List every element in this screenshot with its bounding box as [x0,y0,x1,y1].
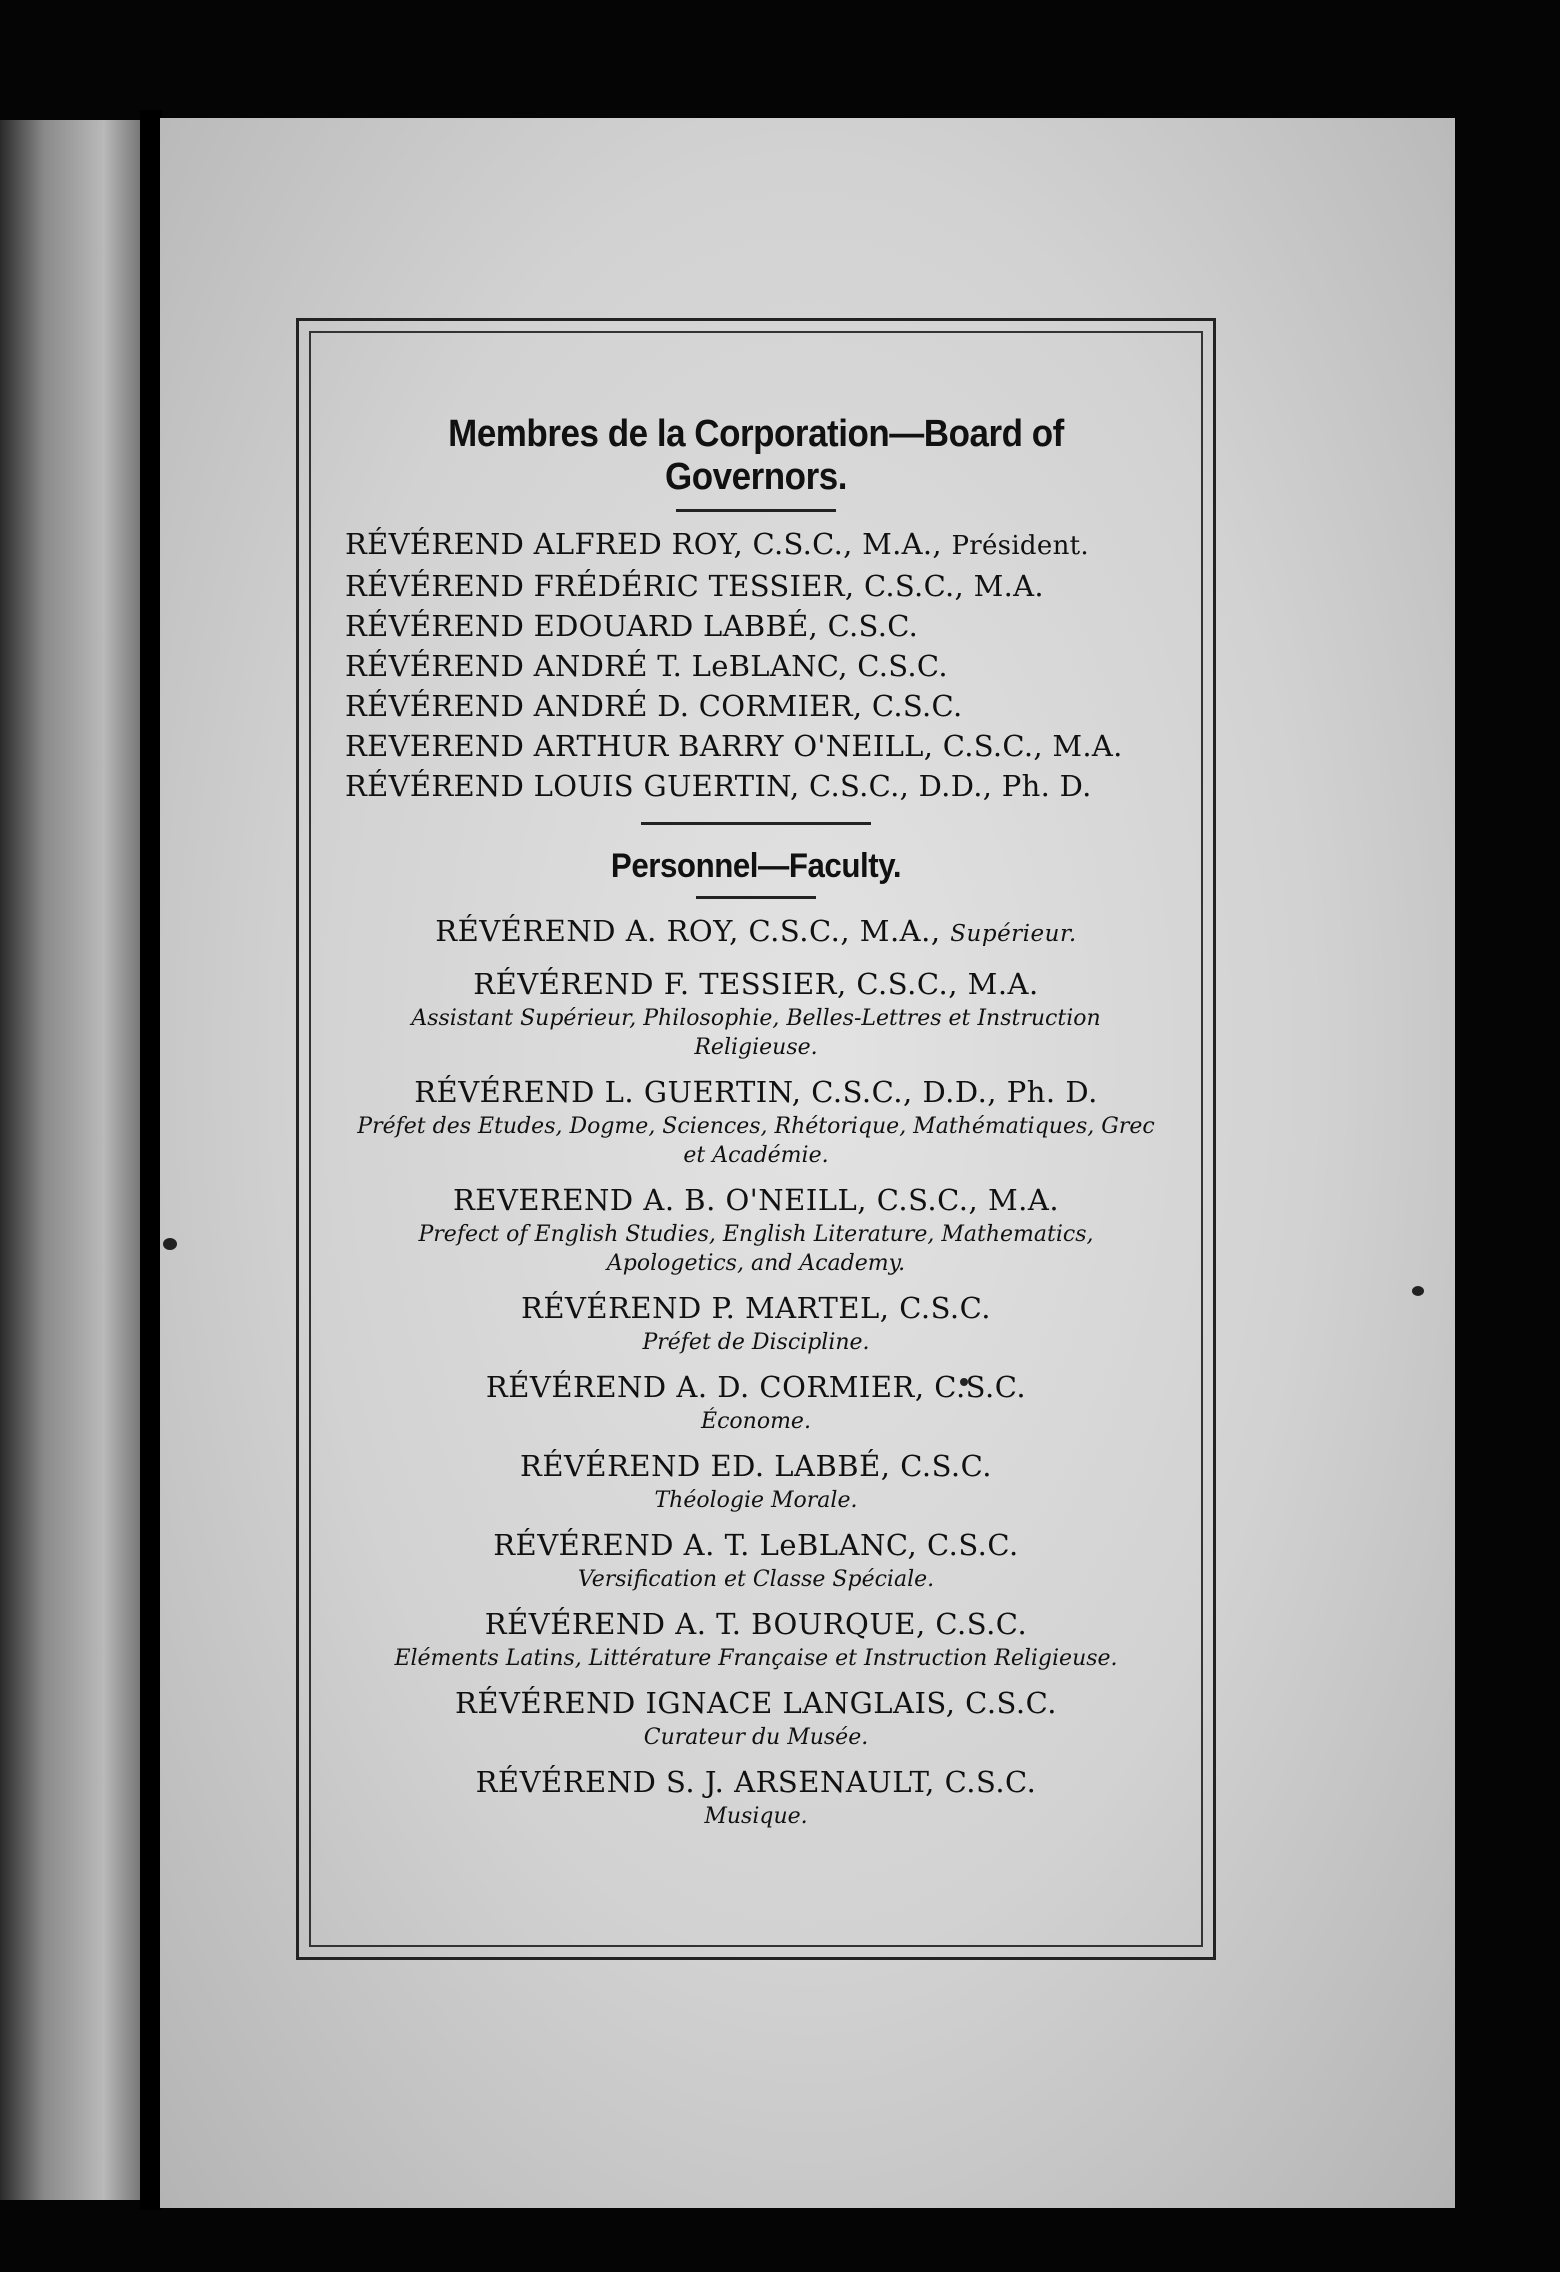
faculty-role: Versification et Classe Spéciale. [577,1567,935,1592]
section-rule [641,822,871,825]
faculty-role: Curateur du Musée. [643,1725,869,1750]
ink-speck [1412,1286,1424,1296]
faculty-name: RÉVÉREND ED. LABBÉ, C.S.C. [519,1449,992,1483]
board-member: RÉVÉREND ANDRÉ T. LeBLANC, C.S.C. [345,649,948,683]
board-title: Membres de la Corporation—Board of Governors. [448,413,1064,498]
title-rule [696,896,816,899]
book-spine [140,110,162,2210]
faculty-title: Personnel—Faculty. [610,847,902,885]
faculty-entry [333,911,1179,954]
faculty-name: RÉVÉREND IGNACE LANGLAIS, C.S.C. [455,1686,1057,1720]
text-frame [296,318,1216,1960]
faculty-name: REVEREND A. B. O'NEILL, C.S.C., M.A. [452,1183,1060,1217]
faculty-entry [333,1683,1179,1752]
faculty-role: Préfet des Etudes, Dogme, Sciences, Rhétorique, Mathématiques, Grec et Académie. [357,1114,1155,1168]
page-content [311,413,1201,1841]
faculty-name: RÉVÉREND A. T. BOURQUE, C.S.C. [484,1607,1028,1641]
faculty-entry [333,1762,1179,1831]
facing-page-edge [0,120,148,2200]
faculty-entry [333,1446,1179,1515]
faculty-role: Prefect of English Studies, English Literature, Mathematics, Apologetics, and Academy. [418,1222,1094,1276]
faculty-role: Eléments Latins, Littérature Française et Instruction Religieuse. [394,1646,1118,1671]
faculty-role: Préfet de Discipline. [642,1330,870,1355]
board-member: RÉVÉREND EDOUARD LABBÉ, C.S.C. [345,609,919,643]
board-member: RÉVÉREND ANDRÉ D. CORMIER, C.S.C. [345,689,963,723]
faculty-role: Musique. [704,1804,808,1829]
faculty-entry [333,964,1179,1062]
faculty-entry [333,1288,1179,1357]
faculty-name: RÉVÉREND F. TESSIER, C.S.C., M.A. [473,967,1039,1001]
board-member: RÉVÉREND ALFRED ROY, C.S.C., M.A., Président. [345,527,1089,561]
faculty-entry [333,1072,1179,1170]
faculty-entry [333,1367,1179,1436]
board-member: REVEREND ARTHUR BARRY O'NEILL, C.S.C., M.A. [345,729,1123,763]
faculty-name: RÉVÉREND A. ROY, C.S.C., M.A., [435,914,951,948]
faculty-entry [333,1180,1179,1278]
faculty-entry [333,1604,1179,1673]
faculty-entry [333,1525,1179,1594]
faculty-role: Assistant Supérieur, Philosophie, Belles-Lettres et Instruction Religieuse. [411,1006,1101,1060]
faculty-role: Économe. [701,1409,811,1434]
faculty-name: RÉVÉREND P. MARTEL, C.S.C. [520,1291,991,1325]
board-member: RÉVÉREND FRÉDÉRIC TESSIER, C.S.C., M.A. [345,569,1044,603]
text-frame-inner [309,331,1203,1947]
faculty-title-italic: Supérieur. [950,921,1077,947]
faculty-name: RÉVÉREND A. T. LeBLANC, C.S.C. [493,1528,1019,1562]
faculty-role: Théologie Morale. [654,1488,858,1513]
board-member-list [333,524,1179,806]
title-rule [676,509,836,512]
faculty-list [333,911,1179,1831]
ink-speck [163,1238,177,1250]
faculty-name: RÉVÉREND A. D. CORMIER, C.S.C. [485,1370,1027,1404]
board-member: RÉVÉREND LOUIS GUERTIN, C.S.C., D.D., Ph. D. [345,769,1092,803]
faculty-name: RÉVÉREND S. J. ARSENAULT, C.S.C. [475,1765,1037,1799]
faculty-name: RÉVÉREND L. GUERTIN, C.S.C., D.D., Ph. D. [414,1075,1098,1109]
